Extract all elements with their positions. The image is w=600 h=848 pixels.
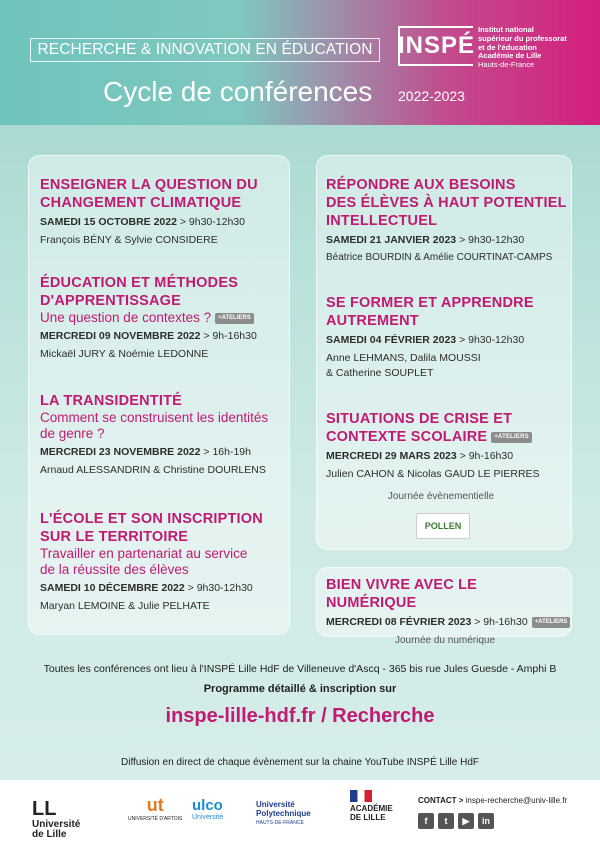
conference-title: SITUATIONS DE CRISE ET bbox=[326, 411, 513, 427]
program-info: Programme détaillé & inscription sur bbox=[203, 683, 397, 695]
conference-subtitle: Une question de contextes ? +ATELIERS bbox=[40, 310, 257, 326]
inspe-logo-text: Institut national supérieur du professorat et de l'éducation Académie de Lille Hauts-de-France bbox=[478, 25, 567, 70]
conference-item bbox=[40, 274, 257, 361]
conference-date: MERCREDI 29 MARS 2023 > 9h-16h30 bbox=[326, 450, 514, 462]
inspe-logo-mark: INSPÉ bbox=[398, 26, 473, 66]
conference-title: INTELLECTUEL bbox=[326, 213, 438, 229]
event-note: Journée du numérique bbox=[394, 635, 496, 646]
conference-date: SAMEDI 15 OCTOBRE 2022 > 9h30-12h30 bbox=[40, 216, 245, 228]
conference-title: CHANGEMENT CLIMATIQUE bbox=[40, 195, 242, 211]
contact-info: CONTACT > inspe-recherche@univ-lille.fr bbox=[418, 796, 568, 805]
conference-title: L'ÉCOLE ET SON INSCRIPTION bbox=[40, 511, 263, 527]
linkedin-icon[interactable]: in bbox=[478, 813, 494, 829]
conference-speakers: Anne LEHMANS, Dalila MOUSSI bbox=[326, 352, 481, 364]
conference-title: AUTREMENT bbox=[326, 313, 419, 329]
ateliers-badge: +ATELIERS bbox=[491, 432, 532, 443]
header-band: RECHERCHE & INNOVATION EN ÉDUCATION bbox=[30, 38, 380, 62]
conference-subtitle: de genre ? bbox=[40, 426, 105, 441]
registration-link[interactable]: inspe-lille-hdf.fr / Recherche bbox=[165, 705, 435, 727]
conference-date: SAMEDI 21 JANVIER 2023 > 9h30-12h30 bbox=[326, 234, 525, 246]
live-info: Diffusion en direct de chaque évènement sur la chaine YouTube INSPÉ Lille HdF bbox=[121, 757, 479, 768]
facebook-icon[interactable]: f bbox=[418, 813, 434, 829]
conference-speakers: Julien CAHON & Nicolas GAUD LE PIERRES bbox=[326, 468, 540, 480]
conference-speakers: & Catherine SOUPLET bbox=[326, 367, 434, 379]
universite-artois-logo: ut UNIVERSITÉ D'ARTOIS bbox=[128, 795, 183, 822]
header-banner bbox=[0, 0, 600, 125]
conference-item bbox=[40, 510, 263, 613]
conference-speakers: François BÉNY & Sylvie CONSIDERE bbox=[40, 234, 218, 246]
contact-email[interactable]: inspe-recherche@univ-lille.fr bbox=[465, 796, 568, 805]
conference-date: SAMEDI 10 DÉCEMBRE 2022 > 9h30-12h30 bbox=[40, 582, 253, 594]
conference-item bbox=[326, 410, 566, 502]
conference-speakers: Mickaël JURY & Noémie LEDONNE bbox=[40, 348, 209, 360]
conference-title: D'APPRENTISSAGE bbox=[40, 293, 181, 309]
partner-logos bbox=[0, 780, 600, 848]
ateliers-badge: +ATELIERS bbox=[532, 617, 571, 628]
academie-lille-logo: ACADÉMIE DE LILLE bbox=[350, 790, 393, 822]
conference-title: ÉDUCATION ET MÉTHODES bbox=[40, 275, 239, 291]
conference-title: LA TRANSIDENTITÉ bbox=[40, 393, 183, 409]
conference-item bbox=[40, 392, 268, 477]
conference-title: ENSEIGNER LA QUESTION DU bbox=[40, 177, 258, 193]
conference-date: SAMEDI 04 FÉVRIER 2023 > 9h30-12h30 bbox=[326, 334, 525, 346]
conference-item bbox=[326, 576, 571, 646]
conference-date: MERCREDI 23 NOVEMBRE 2022 > 16h-19h bbox=[40, 446, 251, 458]
conference-subtitle: Comment se construisent les identités bbox=[40, 410, 269, 425]
cycle-title: Cycle de conférences bbox=[103, 76, 373, 107]
conference-title: SE FORMER ET APPRENDRE bbox=[326, 295, 534, 311]
twitter-icon[interactable]: t bbox=[438, 813, 454, 829]
conference-speakers: Arnaud ALESSANDRIN & Christine DOURLENS bbox=[40, 464, 266, 476]
universite-lille-logo: LL Université de Lille bbox=[32, 798, 81, 840]
event-note: Journée évènementielle bbox=[387, 491, 495, 502]
conference-speakers: Béatrice BOURDIN & Amélie COURTINAT-CAMPS bbox=[326, 252, 553, 263]
pollen-logo: POLLEN bbox=[416, 513, 470, 539]
left-panel bbox=[28, 155, 290, 635]
conference-title: BIEN VIVRE AVEC LE NUMÉRIQUE bbox=[326, 577, 478, 611]
ulco-logo: ulco Université bbox=[192, 797, 224, 821]
right-panel bbox=[316, 155, 572, 550]
conference-subtitle: de la réussite des élèves bbox=[40, 562, 189, 577]
conference-item bbox=[326, 294, 534, 380]
conference-title: CONTEXTE SCOLAIRE +ATELIERS bbox=[326, 428, 566, 446]
uphf-logo: Université Polytechnique HAUTS-DE-FRANCE bbox=[256, 800, 311, 826]
conference-item bbox=[326, 176, 567, 265]
conference-title: SUR LE TERRITOIRE bbox=[40, 529, 189, 545]
cycle-year: 2022-2023 bbox=[398, 88, 465, 104]
digital-day-panel bbox=[316, 567, 572, 646]
conference-title: DES ÉLÈVES À HAUT POTENTIEL bbox=[326, 195, 567, 211]
youtube-icon[interactable]: ▶ bbox=[458, 813, 474, 829]
conference-subtitle: Travailler en partenariat au service bbox=[40, 546, 248, 561]
conference-title: RÉPONDRE AUX BESOINS bbox=[326, 177, 516, 193]
conference-date: MERCREDI 08 FÉVRIER 2023 > 9h-16h30 +ATELIERS bbox=[326, 615, 571, 629]
ateliers-badge: +ATELIERS bbox=[215, 313, 254, 324]
conference-speakers: Maryan LEMOINE & Julie PELHATE bbox=[40, 600, 210, 612]
venue-info: Toutes les conférences ont lieu à l'INSPÉ Lille HdF de Villeneuve d'Ascq - 365 bis rue Jules Guesde - Amphi B bbox=[43, 663, 557, 675]
inspe-logo bbox=[398, 26, 578, 74]
conference-date: MERCREDI 09 NOVEMBRE 2022 > 9h-16h30 bbox=[40, 330, 257, 342]
conference-item bbox=[40, 176, 258, 247]
